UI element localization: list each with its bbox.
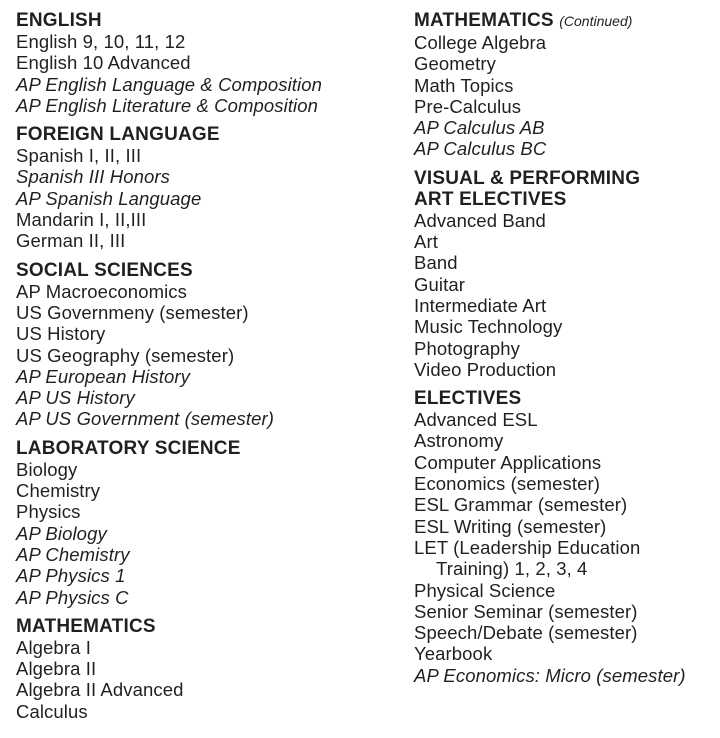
course-item xyxy=(16,658,386,679)
course-name: AP Chemistry xyxy=(16,543,130,565)
course-item xyxy=(16,302,386,323)
course-item xyxy=(414,210,714,231)
course-item xyxy=(16,587,386,608)
heading-text: VISUAL & PERFORMING xyxy=(414,167,641,189)
course-name: Pre-Calculus xyxy=(414,95,522,117)
course-item xyxy=(16,230,386,251)
course-list xyxy=(414,210,714,380)
course-name: Guitar xyxy=(414,273,465,295)
section-foreign-language xyxy=(16,124,386,251)
course-name: Speech/Debate (semester) xyxy=(414,622,638,644)
course-list xyxy=(16,145,386,251)
section-mathematics xyxy=(414,10,714,160)
course-name: German II, III xyxy=(16,230,126,252)
course-item xyxy=(16,145,386,166)
course-item xyxy=(16,523,386,544)
heading-note: (Continued) xyxy=(559,13,633,29)
course-list xyxy=(414,32,714,160)
course-name: AP Macroeconomics xyxy=(16,280,188,302)
course-list xyxy=(16,637,386,722)
course-name: Algebra I xyxy=(16,636,91,658)
course-item xyxy=(16,74,386,95)
course-name: Advanced Band xyxy=(414,209,546,231)
course-name: Music Technology xyxy=(414,316,563,338)
course-item xyxy=(414,75,714,96)
section-heading xyxy=(414,10,714,32)
course-name: Intermediate Art xyxy=(414,294,547,316)
course-name: AP Physics 1 xyxy=(16,565,126,587)
course-item xyxy=(16,31,386,52)
course-item xyxy=(16,188,386,209)
course-item xyxy=(16,95,386,116)
course-name: Chemistry xyxy=(16,480,101,502)
course-name: Art xyxy=(414,231,438,253)
course-item xyxy=(414,409,714,430)
course-name: Advanced ESL xyxy=(414,409,538,431)
section-heading xyxy=(414,388,714,409)
course-name: Spanish III Honors xyxy=(16,166,170,188)
section-heading xyxy=(16,260,386,281)
course-name: AP Physics C xyxy=(16,586,129,608)
course-item xyxy=(414,537,714,580)
course-list xyxy=(16,459,386,608)
course-item xyxy=(414,117,714,138)
course-item xyxy=(414,295,714,316)
section-english xyxy=(16,10,386,116)
course-item xyxy=(16,544,386,565)
section-heading xyxy=(16,124,386,145)
section-visual-performing xyxy=(414,168,714,380)
course-item xyxy=(16,701,386,722)
course-item xyxy=(414,473,714,494)
course-item xyxy=(414,316,714,337)
course-item xyxy=(414,96,714,117)
course-name: Astronomy xyxy=(414,430,504,452)
course-item xyxy=(414,622,714,643)
course-item xyxy=(16,323,386,344)
section-social-sciences xyxy=(16,260,386,430)
course-item xyxy=(16,166,386,187)
course-name: Yearbook xyxy=(414,643,493,665)
section-heading xyxy=(16,616,386,637)
course-item xyxy=(16,501,386,522)
section-heading xyxy=(16,438,386,459)
course-item xyxy=(414,516,714,537)
course-item xyxy=(16,408,386,429)
course-item xyxy=(414,252,714,273)
course-item xyxy=(16,281,386,302)
section-electives xyxy=(414,388,714,686)
course-name: Spanish I, II, III xyxy=(16,145,142,167)
course-item xyxy=(414,53,714,74)
course-name: ESL Grammar (semester) xyxy=(414,494,628,516)
course-name: English 10 Advanced xyxy=(16,52,191,74)
course-list xyxy=(16,31,386,116)
heading-text-line2: ART ELECTIVES xyxy=(414,188,567,210)
course-name: AP US History xyxy=(16,387,135,409)
course-item xyxy=(414,665,714,686)
course-item xyxy=(16,345,386,366)
course-name: English 9, 10, 11, 12 xyxy=(16,31,186,52)
course-name: Physical Science xyxy=(414,579,556,601)
course-item xyxy=(16,366,386,387)
course-name: AP European History xyxy=(16,365,190,387)
course-name: AP Calculus AB xyxy=(414,117,545,139)
heading-text: ELECTIVES xyxy=(414,388,522,410)
course-item xyxy=(16,209,386,230)
left-column xyxy=(16,10,386,730)
course-name: AP English Literature & Composition xyxy=(16,94,319,116)
course-name: US Governmeny (semester) xyxy=(16,301,249,323)
course-item xyxy=(16,565,386,586)
course-list xyxy=(16,281,386,430)
course-name: AP Biology xyxy=(16,522,107,544)
section-heading xyxy=(16,10,386,31)
course-item xyxy=(414,494,714,515)
course-name: Video Production xyxy=(414,358,557,380)
course-name: Photography xyxy=(414,337,521,359)
course-name: AP Economics: Micro (semester) xyxy=(414,664,686,686)
course-item xyxy=(414,452,714,473)
course-item xyxy=(414,274,714,295)
section-mathematics xyxy=(16,616,386,722)
course-name: ESL Writing (semester) xyxy=(414,515,607,537)
course-name: US Geography (semester) xyxy=(16,344,235,366)
course-item xyxy=(16,52,386,73)
heading-text: MATHEMATICS xyxy=(16,615,156,637)
course-item xyxy=(16,459,386,480)
course-name: Economics (semester) xyxy=(414,473,601,495)
course-name: AP Calculus BC xyxy=(414,138,547,160)
right-column xyxy=(414,10,714,694)
section-laboratory-science xyxy=(16,438,386,608)
course-name: Band xyxy=(414,252,458,274)
heading-text: ENGLISH xyxy=(16,10,102,31)
course-name: Math Topics xyxy=(414,74,514,96)
course-name: LET (Leadership Education xyxy=(414,536,641,558)
course-name: Algebra II Advanced xyxy=(16,679,184,701)
course-item xyxy=(16,679,386,700)
course-name: AP English Language & Composition xyxy=(16,73,323,95)
course-name: AP Spanish Language xyxy=(16,187,202,209)
course-name: College Algebra xyxy=(414,32,547,53)
course-name: Calculus xyxy=(16,700,88,722)
heading-text: LABORATORY SCIENCE xyxy=(16,437,241,459)
section-heading xyxy=(414,168,714,210)
course-name: Senior Seminar (semester) xyxy=(414,600,638,622)
course-name: Computer Applications xyxy=(414,451,602,473)
course-item xyxy=(414,32,714,53)
course-name: Algebra II xyxy=(16,658,97,680)
course-name: Geometry xyxy=(414,53,497,75)
course-item xyxy=(414,601,714,622)
course-name-continuation: Training) 1, 2, 3, 4 xyxy=(436,558,588,580)
course-item xyxy=(414,231,714,252)
course-item xyxy=(16,480,386,501)
course-item xyxy=(414,430,714,451)
course-item xyxy=(414,338,714,359)
course-item xyxy=(414,643,714,664)
course-list xyxy=(414,409,714,686)
heading-text: FOREIGN LANGUAGE xyxy=(16,124,220,146)
course-name: Biology xyxy=(16,458,78,480)
course-name: Mandarin I, II,III xyxy=(16,209,147,231)
course-item xyxy=(16,387,386,408)
course-item xyxy=(16,637,386,658)
course-name: US History xyxy=(16,323,106,345)
course-name: Physics xyxy=(16,501,81,523)
course-name: AP US Government (semester) xyxy=(16,408,275,430)
heading-text: MATHEMATICS xyxy=(414,10,554,31)
course-item xyxy=(414,138,714,159)
heading-text: SOCIAL SCIENCES xyxy=(16,259,193,281)
course-item xyxy=(414,580,714,601)
course-item xyxy=(414,359,714,380)
